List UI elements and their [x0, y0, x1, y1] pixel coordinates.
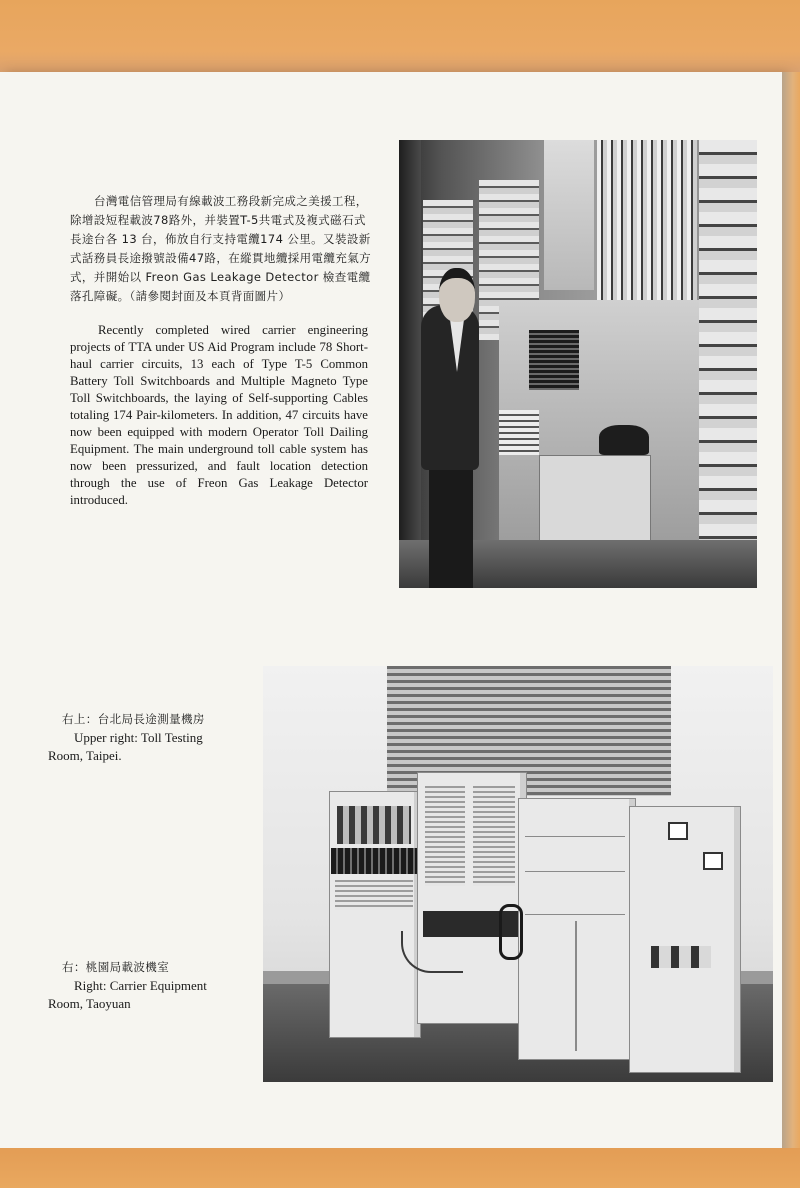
caption-en-line: Room, Taoyuan	[48, 996, 131, 1011]
caption-zh: 右：桃園局載波機室	[62, 960, 170, 974]
caption-en-line: Room, Taipei.	[48, 748, 122, 763]
photo-carrier-equipment-room	[263, 666, 773, 1082]
caption-upper-right	[48, 710, 258, 765]
page-edge-shadow	[782, 72, 800, 1150]
photo-toll-testing-room	[399, 140, 757, 588]
caption-en-line: Upper right: Toll Testing	[74, 730, 203, 745]
english-paragraph: Recently completed wired carrier engineering projects of TTA under US Aid Program include 78 Short-haul carrier circuits, 13 each of Type T-5 Common Battery Toll Switchboards and Multiple Magneto Type Toll Switchboards, the laying of Self-supporting Cables totaling 174 Pair-kilometers. In addition, 47 circuits have now been equipped with modern Operator Toll Dailing Equipment. The main underground toll cable system has now been pressurized, and fault location detection through the use of Freon Gas Leakage Detector introduced.	[70, 323, 368, 507]
caption-en-line: Right: Carrier Equipment	[74, 978, 207, 993]
caption-right	[48, 958, 258, 1013]
chinese-paragraph: 台灣電信管理局有線載波工務段新完成之美援工程，除增設短程載波78路外，并裝置T-5共電式及複式磁石式長途台各 13 台，佈放自行支持電纜174 公里。又裝設新式話務員長途撥號設備47路，在縱貫地纜採用電纜充氣方式，并開始以 Freon Gas Leakage Detector 檢查電纜落孔障礙。（請參閱封面及本頁背面圖片）	[70, 194, 372, 303]
bottom-cover-band	[0, 1148, 800, 1188]
top-cover-band	[0, 0, 800, 74]
caption-zh: 右上：台北局長途測量機房	[62, 712, 205, 726]
